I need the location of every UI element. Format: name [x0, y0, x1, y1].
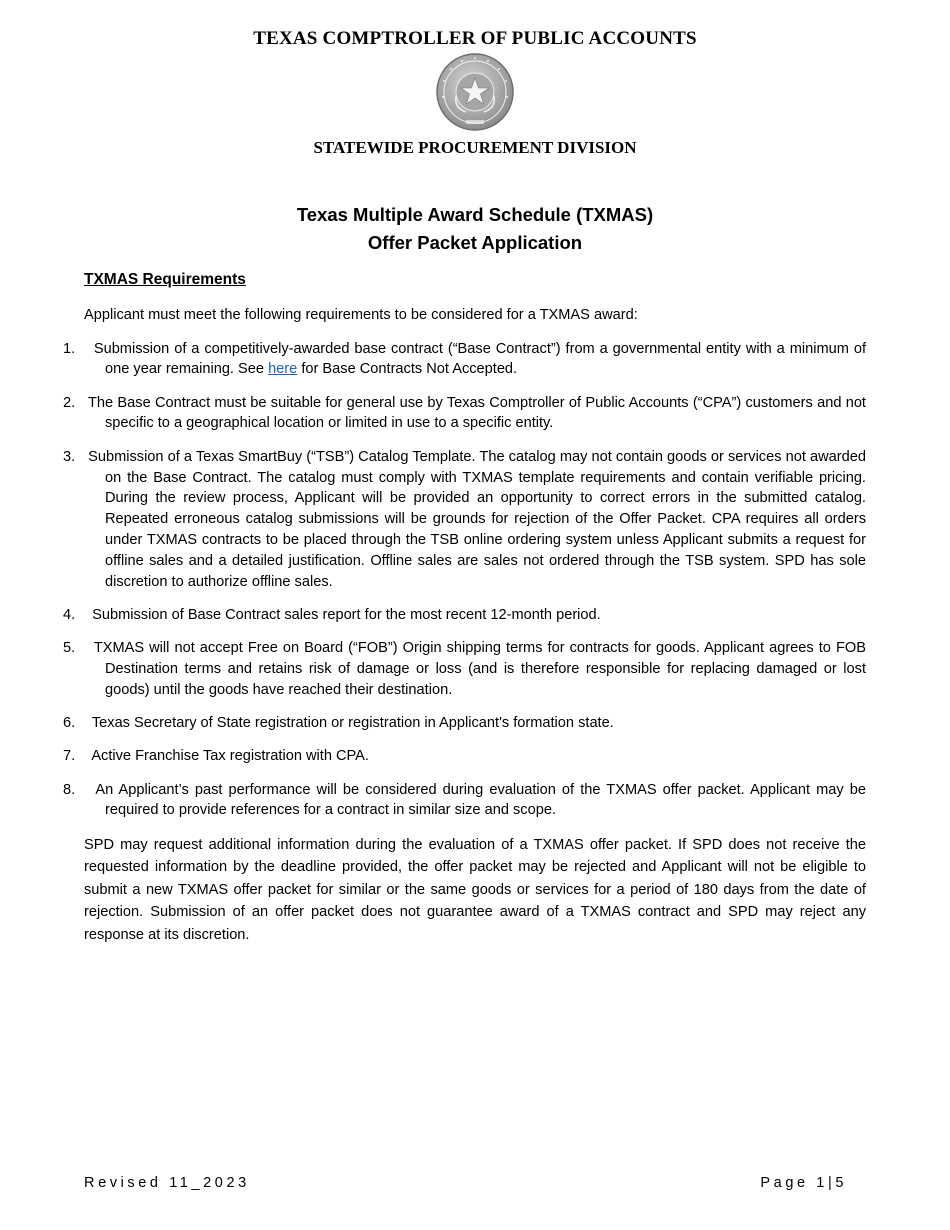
list-item: 7. Active Franchise Tax registration with CPA. [63, 748, 369, 765]
item-text: An Applicant’s past performance will be considered during evaluation of the TXMAS offer packet. Applicant may be required to provide references for a contract in similar size and scope. [95, 781, 866, 819]
list-item: 8. An Applicant’s past performance will be considered during evaluation of the TXMAS offer packet. Applicant may be required to provide references for a contract in similar size and scope. [63, 781, 866, 819]
closing-paragraph: SPD may request additional information during the evaluation of a TXMAS offer packet. If SPD does not receive the requested information by the deadline provided, the offer packet may be rejected and Applicant will not be eligible to submit a new TXMAS offer packet for similar or the same goods or services for a period of 180 days from the date of rejection. Submission of an offer packet does not guarantee award of a TXMAS contract and SPD may reject any response at its discretion. [84, 836, 866, 943]
comptroller-seal-icon [430, 52, 520, 132]
list-item: 1. Submission of a competitively-awarded base contract (“Base Contract”) from a governmental entity with a minimum of one year remaining. See here for Base Contracts Not Accepted. [63, 340, 866, 378]
item-text: Submission of Base Contract sales report for the most recent 12-month period. [92, 606, 601, 623]
list-item: 6. Texas Secretary of State registration or registration in Applicant's formation state. [63, 715, 614, 732]
revision-label: Revised 11_2023 [84, 1175, 250, 1191]
requirements-list [63, 339, 866, 822]
here-link[interactable]: here [268, 361, 298, 378]
division-name: STATEWIDE PROCUREMENT DIVISION [313, 138, 637, 157]
list-item: 4. Submission of Base Contract sales report for the most recent 12-month period. [63, 606, 601, 623]
agency-name: TEXAS COMPTROLLER OF PUBLIC ACCOUNTS [253, 28, 697, 49]
page-number: Page 1|5 [760, 1175, 847, 1191]
list-item: 2. The Base Contract must be suitable for general use by Texas Comptroller of Public Accounts (“CPA”) customers and not specific to a geographical location or limited in use to a specific entity. [63, 394, 866, 432]
item-text: Active Franchise Tax registration with CPA. [91, 748, 369, 765]
list-item: 3. Submission of a Texas SmartBuy (“TSB”) Catalog Template. The catalog may not contain goods or services not awarded on the Base Contract. The catalog must comply with TXMAS template requirements and contain verifiable pricing. During the review process, Applicant will be provided an opportunity to correct errors in the submitted catalog. Repeated erroneous catalog submissions will be grounds for rejection of the Offer Packet. CPA requires all orders under TXMAS contracts to be placed through the TSB online ordering system unless Applicant submits a request for offline sales and a detailed justification. Offline sales are sales not ordered through the TSB system. SPD has sole discretion to authorize offline sales. [63, 448, 866, 590]
item-text: TXMAS will not accept Free on Board (“FOB”) Origin shipping terms for contracts for goods. Applicant agrees to FOB Destination terms and retains risk of damage or loss (and is therefore responsible for replacing damaged or lost goods) until the goods have reached their destination. [93, 640, 866, 698]
title-line-2: Offer Packet Application [367, 232, 583, 253]
title-line-1: Texas Multiple Award Schedule (TXMAS) [296, 204, 654, 225]
intro-paragraph: Applicant must meet the following requirements to be considered for a TXMAS award: [84, 306, 638, 323]
requirements-section [63, 270, 866, 946]
item-text: Texas Secretary of State registration or registration in Applicant's formation state. [91, 715, 614, 732]
item-text: The Base Contract must be suitable for general use by Texas Comptroller of Public Accounts (“CPA”) customers and not specific to a geographical location or limited in use to a specific entity. [88, 394, 866, 432]
item-text: Submission of a Texas SmartBuy (“TSB”) Catalog Template. The catalog may not contain goods or services not awarded on the Base Contract. The catalog must comply with TXMAS template requirements and contain verifiable pricing. During the review process, Applicant will be provided an opportunity to correct errors in the submitted catalog. Repeated erroneous catalog submissions will be grounds for rejection of the Offer Packet. CPA requires all orders under TXMAS contracts to be placed through the TSB online ordering system unless Applicant submits a request for offline sales and a detailed justification. Offline sales are sales not ordered through the TSB system. SPD has sole discretion to authorize offline sales. [88, 448, 866, 590]
item-text: Submission of a competitively-awarded base contract (“Base Contract”) from a governmental entity with a minimum of one year remaining. See [93, 340, 866, 378]
section-heading: TXMAS Requirements [84, 271, 246, 288]
item-text: for Base Contracts Not Accepted. [297, 361, 518, 378]
document-title [0, 201, 950, 257]
list-item: 5. TXMAS will not accept Free on Board (“FOB”) Origin shipping terms for contracts for goods. Applicant agrees to FOB Destination terms and retains risk of damage or loss (and is therefore responsible for replacing damaged or lost goods) until the goods have reached their destination. [63, 640, 866, 698]
